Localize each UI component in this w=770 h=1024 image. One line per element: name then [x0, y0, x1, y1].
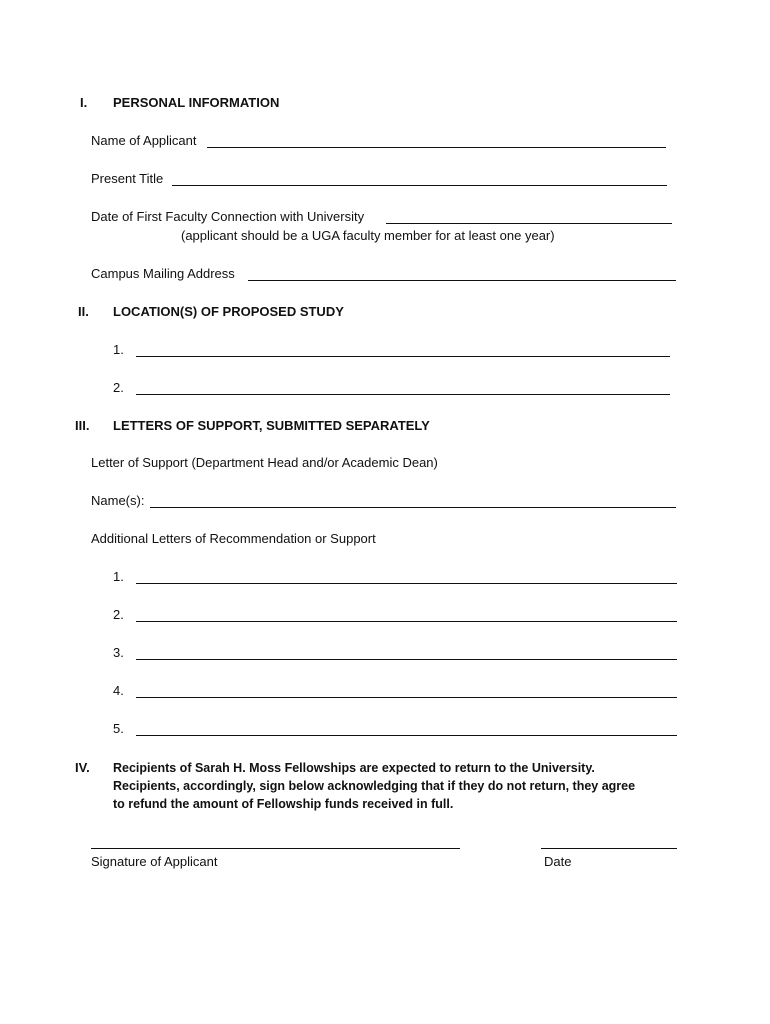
names-field[interactable] — [150, 507, 676, 508]
location-field-2[interactable] — [136, 394, 670, 395]
first-faculty-date-note: (applicant should be a UGA faculty member for at least one year) — [181, 228, 555, 243]
additional-letter-field-4[interactable] — [136, 697, 677, 698]
present-title-field[interactable] — [172, 185, 667, 186]
section-iv-text-line-2: Recipients, accordingly, sign below acknowledging that if they do not return, they agree — [113, 779, 636, 793]
section-ii-numeral: II. — [78, 304, 89, 319]
section-iii-heading: LETTERS OF SUPPORT, SUBMITTED SEPARATELY — [113, 418, 430, 433]
location-field-1[interactable] — [136, 356, 670, 357]
section-iv-text-line-1: Recipients of Sarah H. Moss Fellowships are expected to return to the University. — [113, 761, 595, 775]
section-ii-heading: LOCATION(S) OF PROPOSED STUDY — [113, 304, 344, 319]
first-faculty-date-label: Date of First Faculty Connection with University — [91, 209, 365, 224]
section-iii-numeral: III. — [75, 418, 90, 433]
section-i-numeral: I. — [80, 95, 88, 110]
signature-date-label: Date — [544, 854, 572, 869]
additional-letter-field-2[interactable] — [136, 621, 677, 622]
campus-address-field[interactable] — [248, 280, 676, 281]
additional-letter-field-1[interactable] — [136, 583, 677, 584]
letter-of-support-label: Letter of Support (Department Head and/or Academic Dean) — [91, 455, 438, 470]
names-label: Name(s): — [91, 493, 145, 508]
signature-date-field[interactable] — [541, 848, 677, 849]
section-i-heading: PERSONAL INFORMATION — [113, 95, 280, 110]
additional-letter-number-3: 3. — [113, 645, 124, 660]
additional-letter-number-5: 5. — [113, 721, 124, 736]
name-of-applicant-field[interactable] — [207, 147, 666, 148]
present-title-label: Present Title — [91, 171, 164, 186]
additional-letter-number-1: 1. — [113, 569, 124, 584]
location-number-2: 2. — [113, 380, 124, 395]
signature-of-applicant-label: Signature of Applicant — [91, 854, 218, 869]
campus-address-label: Campus Mailing Address — [91, 266, 235, 281]
section-iv-numeral: IV. — [75, 760, 90, 775]
name-of-applicant-label: Name of Applicant — [91, 133, 197, 148]
additional-letter-number-2: 2. — [113, 607, 124, 622]
first-faculty-date-field[interactable] — [386, 223, 672, 224]
applicant-signature-field[interactable] — [91, 848, 460, 849]
section-iv-text-line-3: to refund the amount of Fellowship funds received in full. — [113, 797, 454, 811]
additional-letter-number-4: 4. — [113, 683, 124, 698]
location-number-1: 1. — [113, 342, 124, 357]
additional-letter-field-5[interactable] — [136, 735, 677, 736]
additional-letter-field-3[interactable] — [136, 659, 677, 660]
additional-letters-label: Additional Letters of Recommendation or Support — [91, 531, 376, 546]
